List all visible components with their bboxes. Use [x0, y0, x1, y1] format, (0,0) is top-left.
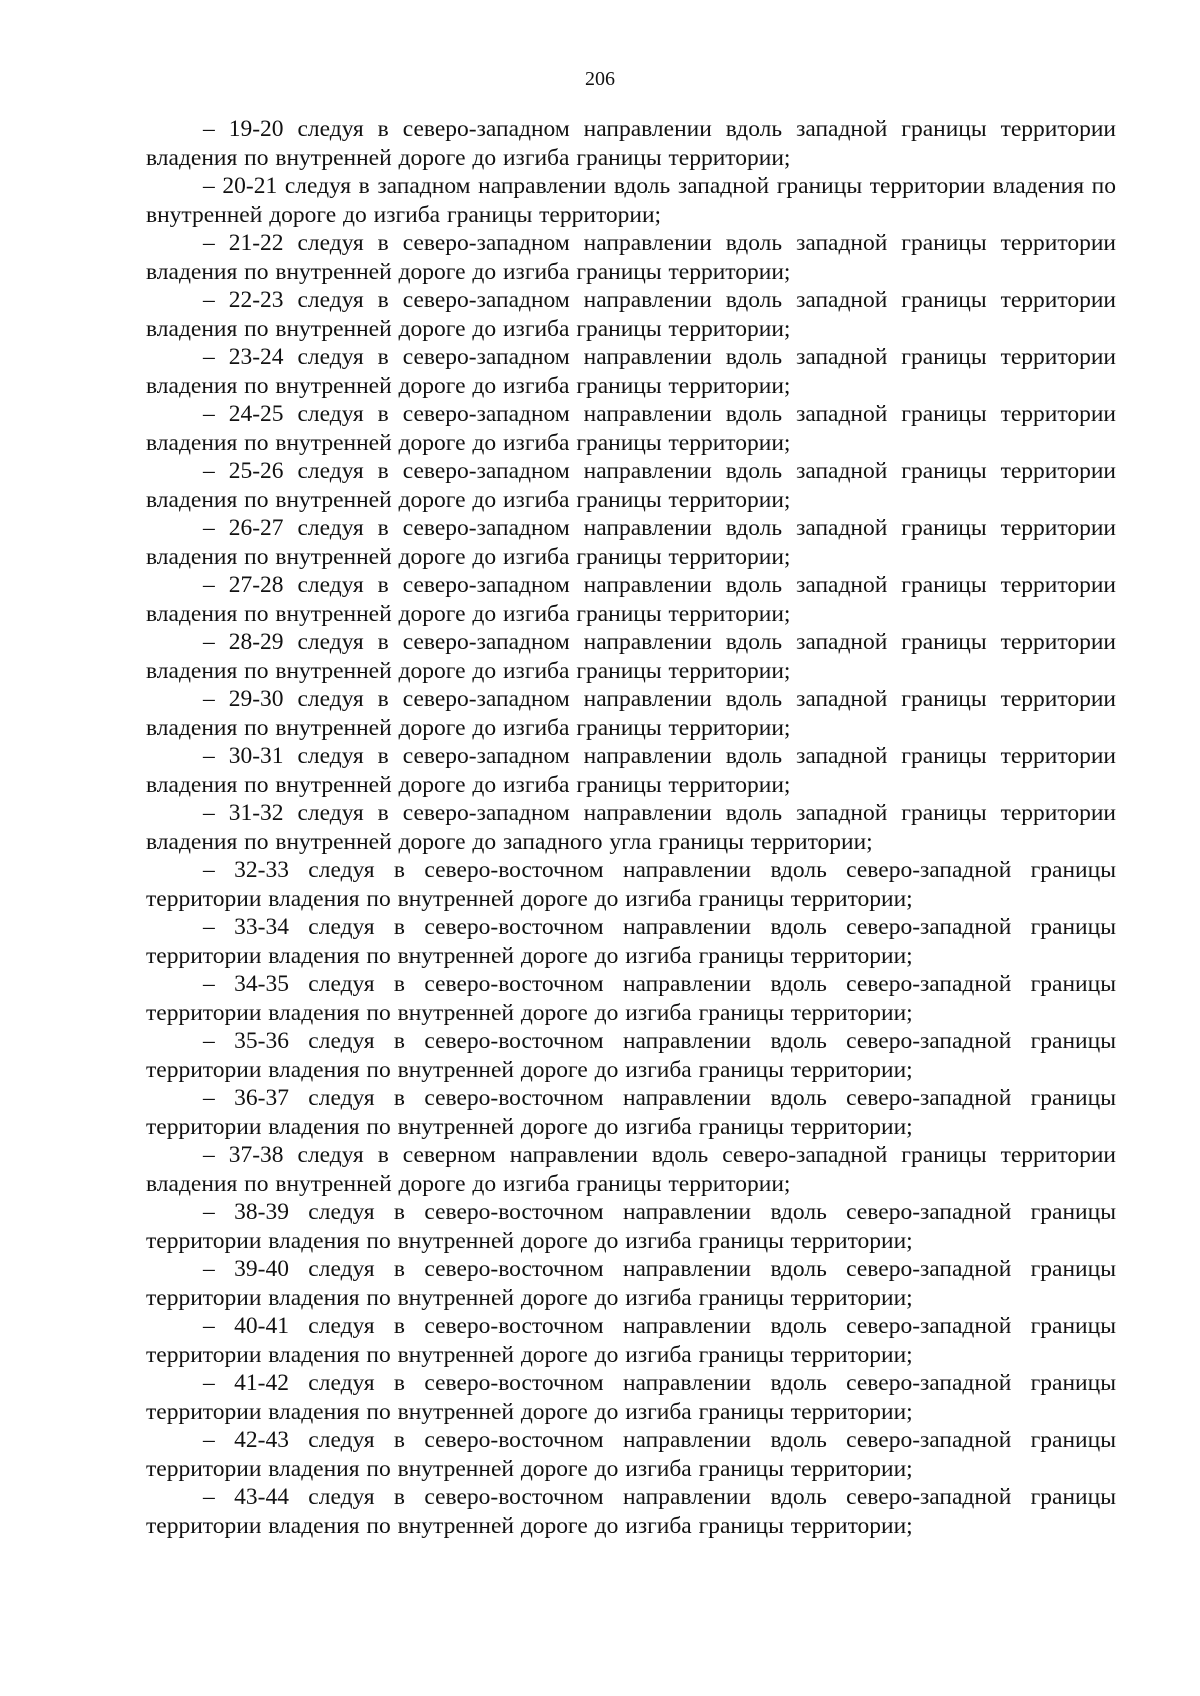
boundary-segment-paragraph: – 33-34 следуя в северо-восточном направлении вдоль северо-западной границы территории владения по внутренней дороге до изгиба границы территории; — [146, 914, 1116, 969]
boundary-segment-paragraph: – 29-30 следуя в северо-западном направлении вдоль западной границы территории владения по внутренней дороге до изгиба границы территории; — [146, 686, 1116, 741]
boundary-segment-paragraph: – 28-29 следуя в северо-западном направлении вдоль западной границы территории владения по внутренней дороге до изгиба границы территории; — [146, 629, 1116, 684]
boundary-segment-paragraph: – 19-20 следуя в северо-западном направлении вдоль западной границы территории владения по внутренней дороге до изгиба границы территории; — [146, 116, 1116, 171]
boundary-segment-paragraph: – 42-43 следуя в северо-восточном направлении вдоль северо-западной границы территории владения по внутренней дороге до изгиба границы территории; — [146, 1427, 1116, 1482]
boundary-segment-paragraph: – 34-35 следуя в северо-восточном направлении вдоль северо-западной границы территории владения по внутренней дороге до изгиба границы территории; — [146, 971, 1116, 1026]
boundary-segment-paragraph: – 22-23 следуя в северо-западном направлении вдоль западной границы территории владения по внутренней дороге до изгиба границы территории; — [146, 287, 1116, 342]
boundary-segment-paragraph: – 35-36 следуя в северо-восточном направлении вдоль северо-западной границы территории владения по внутренней дороге до изгиба границы территории; — [146, 1028, 1116, 1083]
boundary-segment-paragraph: – 39-40 следуя в северо-восточном направлении вдоль северо-западной границы территории владения по внутренней дороге до изгиба границы территории; — [146, 1256, 1116, 1311]
boundary-segment-paragraph: – 27-28 следуя в северо-западном направлении вдоль западной границы территории владения по внутренней дороге до изгиба границы территории; — [146, 572, 1116, 627]
boundary-segment-paragraph: – 32-33 следуя в северо-восточном направлении вдоль северо-западной границы территории владения по внутренней дороге до изгиба границы территории; — [146, 857, 1116, 912]
boundary-segment-paragraph: – 21-22 следуя в северо-западном направлении вдоль западной границы территории владения по внутренней дороге до изгиба границы территории; — [146, 230, 1116, 285]
body-text — [146, 115, 1116, 1540]
boundary-segment-paragraph: – 20-21 следуя в западном направлении вдоль западной границы территории владения по внутренней дороге до изгиба границы территории; — [146, 173, 1116, 228]
boundary-segment-paragraph: – 26-27 следуя в северо-западном направлении вдоль западной границы территории владения по внутренней дороге до изгиба границы территории; — [146, 515, 1116, 570]
boundary-segment-paragraph: – 38-39 следуя в северо-восточном направлении вдоль северо-западной границы территории владения по внутренней дороге до изгиба границы территории; — [146, 1199, 1116, 1254]
boundary-segment-paragraph: – 24-25 следуя в северо-западном направлении вдоль западной границы территории владения по внутренней дороге до изгиба границы территории; — [146, 401, 1116, 456]
boundary-segment-paragraph: – 43-44 следуя в северо-восточном направлении вдоль северо-западной границы территории владения по внутренней дороге до изгиба границы территории; — [146, 1484, 1116, 1539]
page-number: 206 — [585, 68, 615, 90]
boundary-segment-paragraph: – 36-37 следуя в северо-восточном направлении вдоль северо-западной границы территории владения по внутренней дороге до изгиба границы территории; — [146, 1085, 1116, 1140]
boundary-segment-paragraph: – 30-31 следуя в северо-западном направлении вдоль западной границы территории владения по внутренней дороге до изгиба границы территории; — [146, 743, 1116, 798]
boundary-segment-paragraph: – 40-41 следуя в северо-восточном направлении вдоль северо-западной границы территории владения по внутренней дороге до изгиба границы территории; — [146, 1313, 1116, 1368]
boundary-segment-paragraph: – 37-38 следуя в северном направлении вдоль северо-западной границы территории владения по внутренней дороге до изгиба границы территории; — [146, 1142, 1116, 1197]
boundary-segment-paragraph: – 41-42 следуя в северо-восточном направлении вдоль северо-западной границы территории владения по внутренней дороге до изгиба границы территории; — [146, 1370, 1116, 1425]
boundary-segment-paragraph: – 25-26 следуя в северо-западном направлении вдоль западной границы территории владения по внутренней дороге до изгиба границы территории; — [146, 458, 1116, 513]
boundary-segment-paragraph: – 31-32 следуя в северо-западном направлении вдоль западной границы территории владения по внутренней дороге до западного угла границы территории; — [146, 800, 1116, 855]
boundary-segment-paragraph: – 23-24 следуя в северо-западном направлении вдоль западной границы территории владения по внутренней дороге до изгиба границы территории; — [146, 344, 1116, 399]
